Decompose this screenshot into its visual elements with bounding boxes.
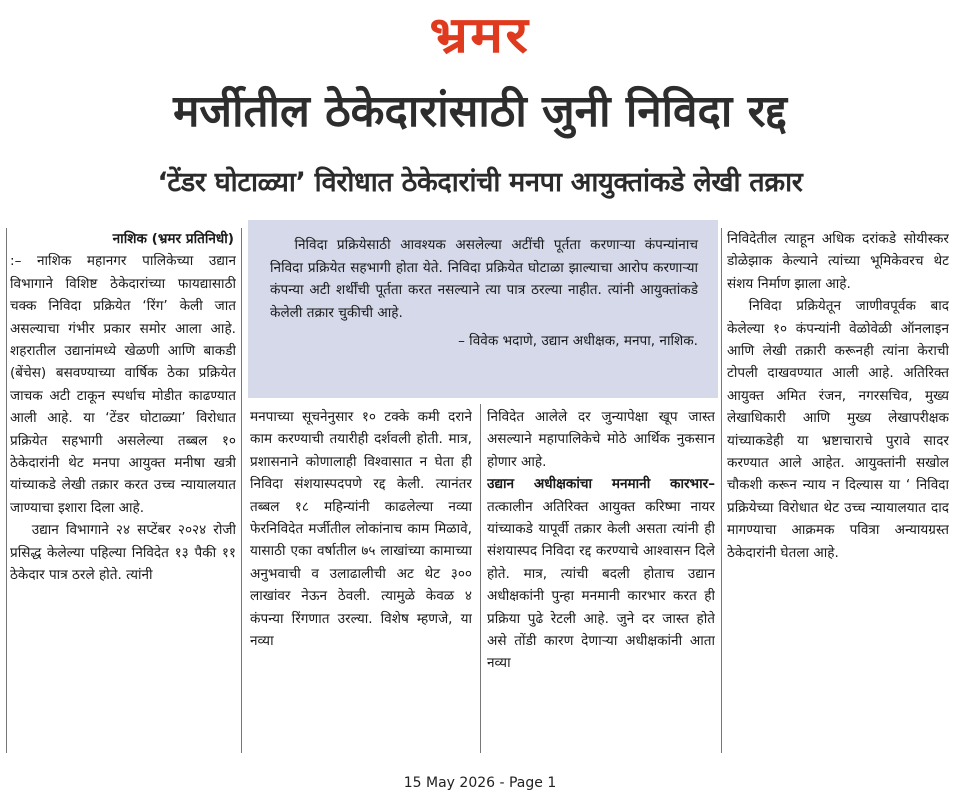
- article-paragraph: निविदेतील त्याहून अधिक दरांकडे सोयीस्कर डोळेझाक केल्याने त्यांच्या भूमिकेवरच थेट संशय निर्माण झाला आहे.: [727, 231, 949, 292]
- column-divider: [721, 228, 722, 753]
- article-paragraph: निविदेत आलेले दर जुन्यापेक्षा खूप जास्त असल्याने महापालिकेचे मोठे आर्थिक नुकसान होणार आहे.: [487, 409, 715, 470]
- article-paragraph: निविदा प्रक्रियेतून जाणीवपूर्वक बाद केलेल्या १० कंपन्यांनी वेळोवेळी ऑनलाइन आणि लेखी तक्रारी करूनही त्यांना केराची टोपली दाखवण्यात आली आहे. अतिरिक्त आयुक्त अमित रंजन, नगरसचिव, मुख्य लेखाधिकारी आणि मुख्य लेखापरीक्षक यांच्याकडेही या भ्रष्टाचाराचे पुरावे सादर करण्यात आले आहेत. आयुक्तांनी सखोल चौकशी करून न्याय न दिल्यास या ‘ निविदा प्रक्रियेच्या विरोधात थेट उच्च न्यायालयात दाद मागण्याचा आक्रमक पवित्रा अन्यायग्रस्त ठेकेदारांनी घेतला आहे.: [727, 298, 949, 561]
- pull-quote-attribution: – विवेक भदाणे, उद्यान अधीक्षक, मनपा, नाशिक.: [458, 333, 698, 350]
- pull-quote-text: निविदा प्रक्रियेसाठी आवश्यक असलेल्या अटींची पूर्तता करणाऱ्या कंपन्यांनाच निविदा प्रक्रियेत सहभागी होता येते. निविदा प्रक्रियेत घोटाळा झाल्याचा आरोप करणाऱ्या कंपन्या अटी शर्थींची पूर्तता करत नसल्याने त्या पात्र ठरल्या नाहीत. त्यांनी आयुक्तांकडे केलेली तक्रार चुकीची आहे.: [270, 237, 698, 321]
- article-paragraph: मनपाच्या सूचनेनुसार १० टक्के कमी दराने काम करण्याची तयारीही दर्शवली होती. मात्र, प्रशासनाने कोणालाही विश्वासात न घेता ही निविदा संशयास्पदपणे रद्द केली. त्यानंतर तब्बल १८ महिन्यांनी काढलेल्या नव्या फेरनिविदेत मर्जीतील लोकांनाच काम मिळावे, यासाठी एका वर्षातील ७५ लाखांच्या कामाच्या अनुभवाची व उलाढालीची अट थेट ३०० लाखांवर नेऊन ठेवली. त्यामुळे केवळ ४ कंपन्या रिंगणात उरल्या. विशेष म्हणजे, या नव्या: [250, 409, 472, 650]
- article-column-1: [10, 228, 236, 752]
- article-paragraph-with-heading: [487, 473, 715, 675]
- article-column-2: [250, 406, 472, 752]
- column-divider: [6, 228, 7, 753]
- subheadline: ‘टेंडर घोटाळ्या’ विरोधात ठेकेदारांची मनपा आयुक्तांकडे लेखी तक्रार: [157, 167, 803, 198]
- article-paragraph: उद्यान विभागाने २४ सप्टेंबर २०२४ रोजी प्रसिद्ध केलेल्या पहिल्या निविदेत १३ पैकी ११ ठेकेदार पात्र ठरले होते. त्यांनी: [10, 522, 236, 584]
- article-column-4: [727, 228, 949, 752]
- headline: मर्जीतील ठेकेदारांसाठी जुनी निविदा रद्द: [173, 86, 787, 137]
- article-paragraph: :– नाशिक महानगर पालिकेच्या उद्यान विभागाने विशिष्ट ठेकेदारांच्या फायद्यासाठी चक्क निविदा प्रक्रियेत ‘रिंग’ केली जात असल्याचा गंभीर प्रकार समोर आला आहे. शहरातील उद्यानांमध्ये खेळणी आणि बाकडी (बेंचेस) बसवण्याच्या वार्षिक ठेका प्रक्रियेत जाचक अटी टाकून स्पर्धाच मोडीत काढण्यात आली आहे. या ‘टेंडर घोटाळ्या’ विरोधात प्रक्रियेत सहभागी असलेल्या तब्बल १० ठेकेदारांनी थेट मनपा आयुक्त मनीषा खत्री यांच्याकडे लेखी तक्रार करत उच्च न्यायालयात जाण्याचा इशारा दिला आहे.: [10, 253, 236, 516]
- dateline: नाशिक (भ्रमर प्रतिनिधी): [112, 231, 234, 247]
- article-paragraph-text: तत्कालीन अतिरिक्त आयुक्त करिष्मा नायर यांच्याकडे यापूर्वी तक्रार केली असता त्यांनी ही संशयास्पद निविदा रद्द करण्याचे आश्वासन दिले होते. मात्र, त्यांची बदली होताच उद्यान अधीक्षकांनी पुन्हा मनमानी कारभार करत ही प्रक्रिया पुढे रेटली आहे. जुने दर जास्त होते असे तोंडी कारण देणाऱ्या अधीक्षकांनी आता नव्या: [487, 498, 715, 672]
- pull-quote-box: [248, 220, 718, 398]
- page-footer: 15 May 2026 - Page 1: [403, 775, 557, 791]
- column-divider: [241, 228, 242, 753]
- column-divider: [480, 404, 481, 753]
- section-heading: उद्यान अधीक्षकांचा मनमानी कारभार–: [487, 476, 715, 493]
- newspaper-logo: भ्रमर: [429, 5, 531, 64]
- article-column-3: [487, 406, 715, 752]
- masthead: [0, 0, 960, 70]
